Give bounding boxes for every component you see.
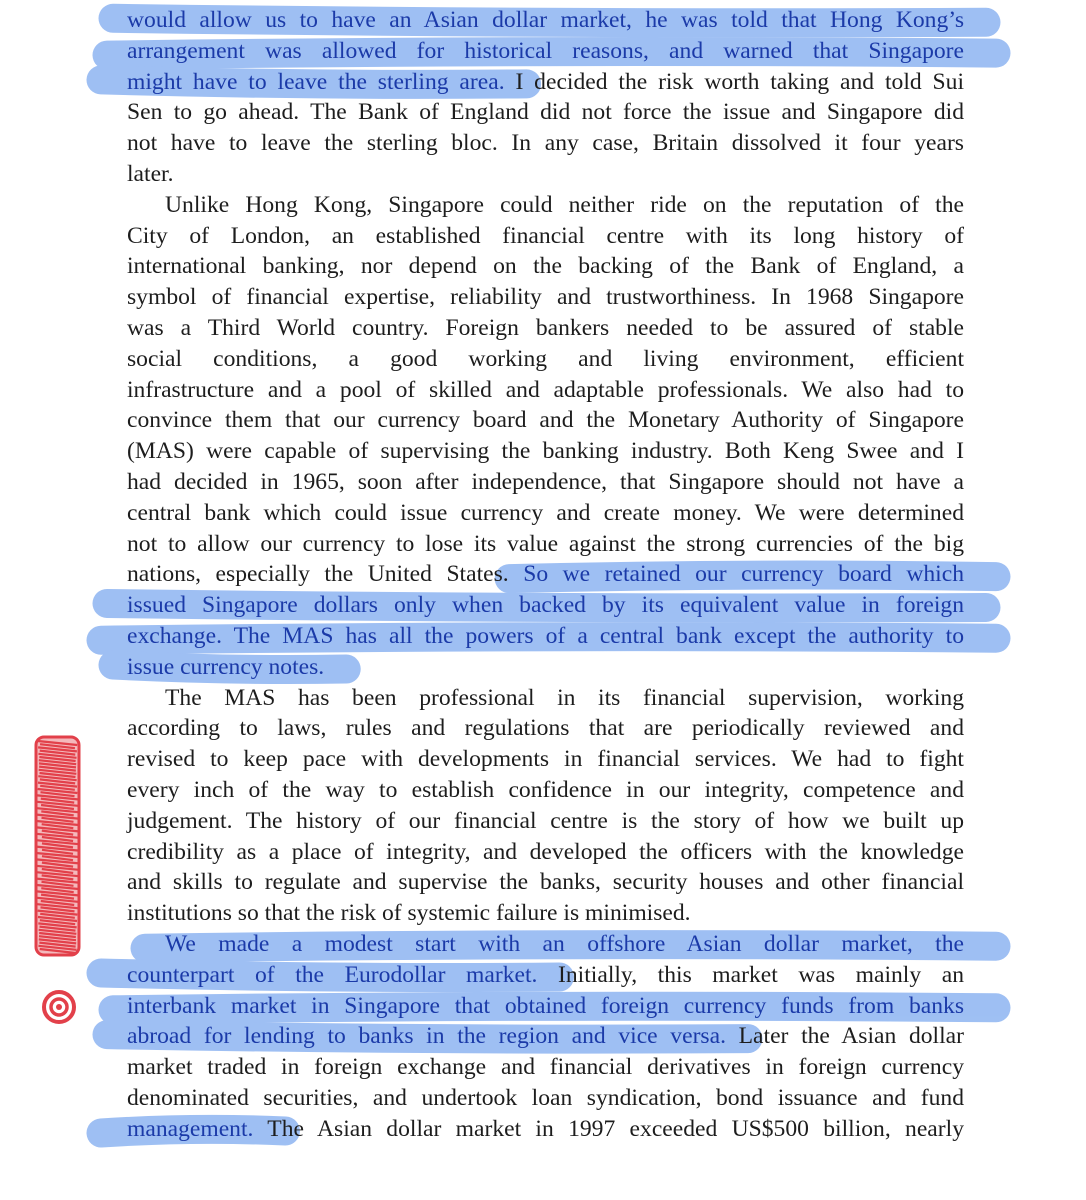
line-text: later. [127,160,174,187]
line-text: credibility as a place of integrity, and developed the officers with the knowledge [127,838,964,865]
line-text: judgement. The history of our financial centre is the story of how we built up [127,807,964,834]
line-text: convince them that our currency board and the Monetary Authority of Singapore [127,407,964,434]
line-text: market traded in foreign exchange and financial derivatives in foreign currency [127,1054,964,1081]
highlighted-text: We made a modest start with an offshore Asian dollar market, the [165,930,964,957]
highlighted-text: issue currency notes. [127,653,325,680]
line-text: institutions so that the risk of systemic failure is minimised. [127,900,691,927]
line-text: nations, especially the United States. [127,561,524,588]
line-text: had decided in 1965, soon after independence, that Singapore should not have a [127,468,964,495]
line-text: international banking, nor depend on the backing of the Bank of England, a [127,253,964,280]
highlighted-text: So we retained our currency board which [523,561,964,588]
line-text: revised to keep pace with developments in financial services. We had to fight [127,746,964,773]
red-scribble-bar-icon [36,737,79,955]
line-text: Initially, this market was mainly an [537,961,964,988]
line-text: and skills to regulate and supervise the banks, security houses and other financial [127,869,964,896]
highlighted-text: exchange. The MAS has all the powers of a central bank except the authority to [127,622,964,649]
highlighted-text: abroad for lending to banks in the region and vice versa. [127,1023,726,1050]
line-text: The Asian dollar market in 1997 exceeded US$500 billion, nearly [253,1115,964,1142]
line-text: according to laws, rules and regulations that are periodically reviewed and [127,715,964,742]
highlighted-text: would allow us to have an Asian dollar market, he was told that Hong Kong’s [127,7,964,33]
line-text: central bank which could issue currency and create money. We were determined [127,499,964,526]
line-text: denominated securities, and undertook loan syndication, bond issuance and fund [127,1084,964,1111]
highlighted-text: counterpart of the Eurodollar market. [127,961,538,988]
line-text: The MAS has been professional in its financial supervision, working [165,684,964,711]
line-text: City of London, an established financial centre with its long history of [127,222,964,249]
line-text: Unlike Hong Kong, Singapore could neither ride on the reputation of the [165,191,964,218]
highlighted-text: might have to leave the sterling area. [127,68,505,95]
line-text: Sen to go ahead. The Bank of England did not force the issue and Singapore did [127,99,964,126]
highlighted-text: management. [127,1115,254,1142]
line-text: symbol of financial expertise, reliability and trustworthiness. In 1968 Singapore [127,284,964,311]
line-text: Later the Asian dollar [725,1023,964,1050]
highlighted-text: issued Singapore dollars only when backed by its equivalent value in foreign [127,592,964,619]
line-text: infrastructure and a pool of skilled and adaptable professionals. We also had to [127,376,964,403]
highlighted-text: interbank market in Singapore that obtained foreign currency funds from banks [127,992,964,1019]
line-text: every inch of the way to establish confidence in our integrity, competence and [127,776,964,803]
line-text: social conditions, a good working and living environment, efficient [127,345,964,372]
line-text: was a Third World country. Foreign bankers needed to be assured of stable [127,314,964,341]
highlighted-text: arrangement was allowed for historical reasons, and warned that Singapore [127,37,964,64]
red-circle-mark-icon [44,992,74,1022]
line-text: I decided the risk worth taking and told Sui [504,68,964,95]
line-text: (MAS) were capable of supervising the banking industry. Both Keng Swee and I [127,438,964,465]
line-text: not have to leave the sterling bloc. In any case, Britain dissolved it four years [127,130,964,157]
line-text: not to allow our currency to lose its value against the strong currencies of the big [127,530,964,557]
